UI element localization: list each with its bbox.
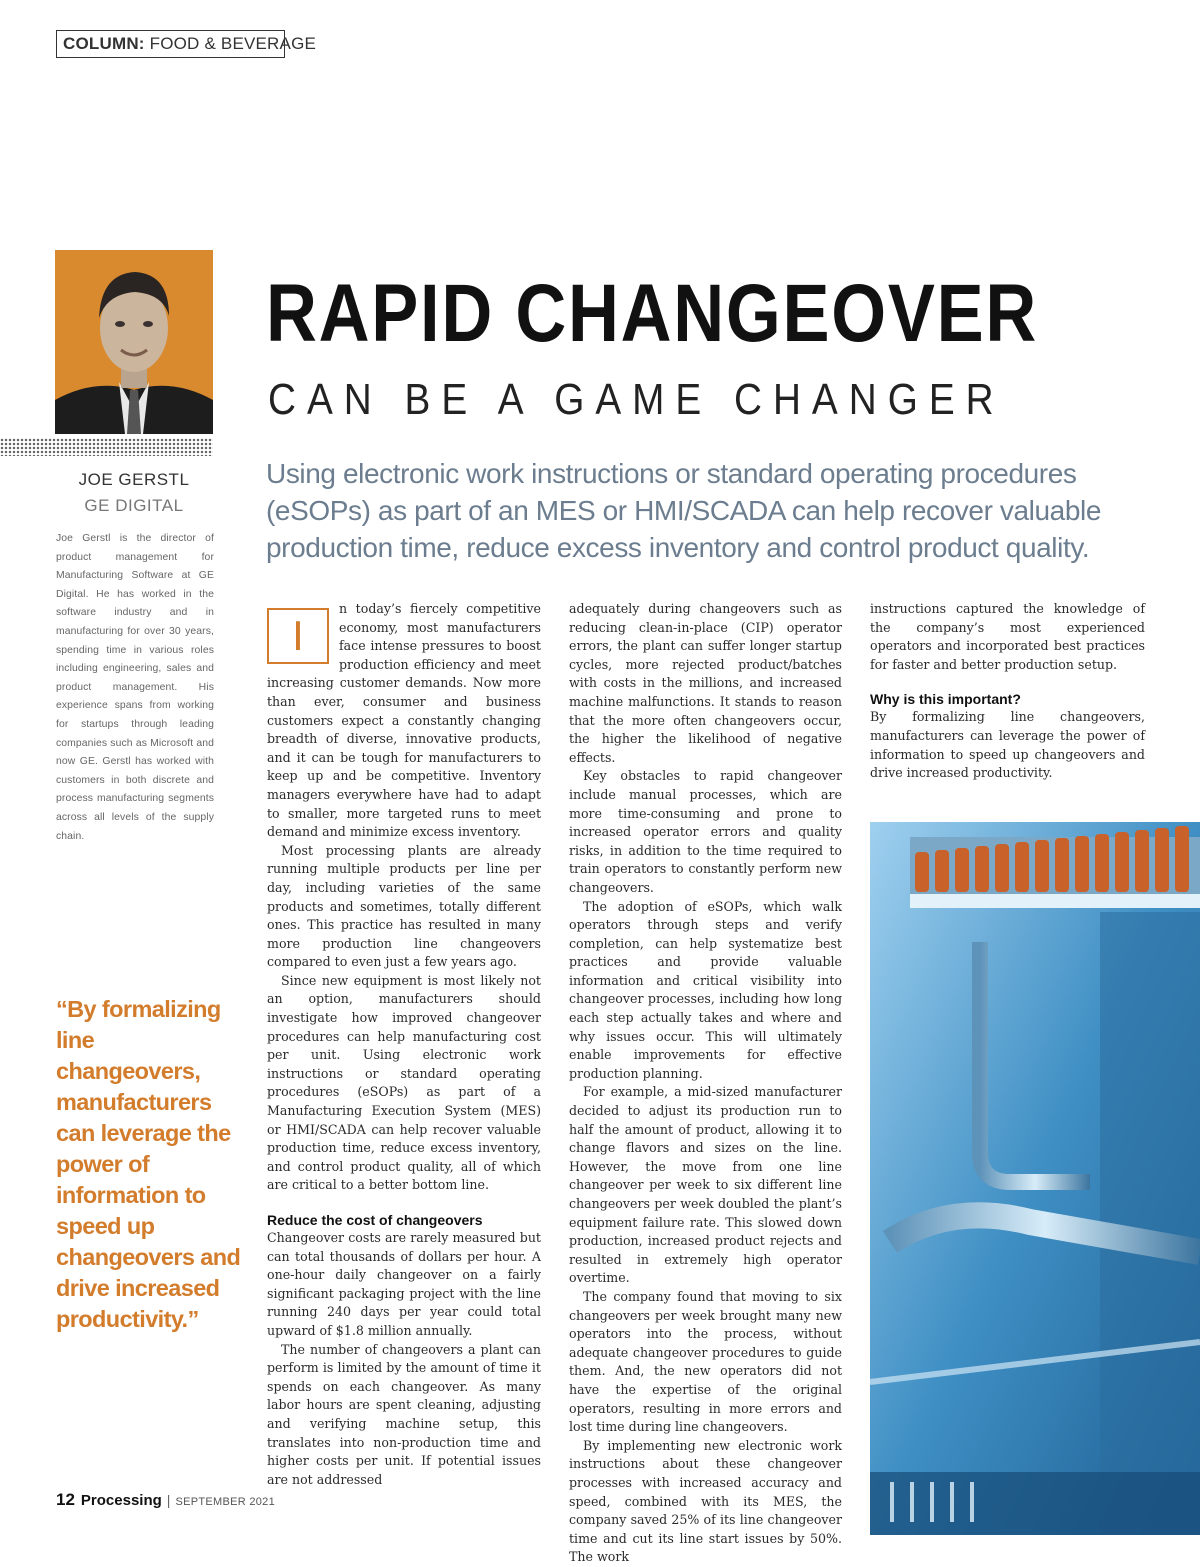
footer-separator: | (166, 1492, 171, 1508)
page-number: 12 (56, 1490, 75, 1509)
body-paragraph: Since new equipment is most likely not an option, manufacturers should investigate how improved changeover procedures can help manufacturing cost per unit. Using electronic work instructions or standard operating procedures (eSOPs) as part of a Manufacturing Execution System (MES) or HMI/SCADA can help recover valuable production time, reduce excess inventory, and control product quality, all of which are critical to a better bottom line. (267, 972, 541, 1193)
body-paragraph: Changeover costs are rarely measured but can total thousands of dollars per hour. A one-hour daily changeover on a fairly significant packaging project with the line running 240 days per year could total upward of $1.8 million annually. (267, 1230, 541, 1338)
drop-cap: I (267, 608, 329, 664)
body-paragraph: For example, a mid-sized manufacturer decided to adjust its production run to half the amount of product, allowing it to change flavors and sizes on the line. However, the move from one line changeover per week to six different line changeovers per week doubled the plant’s equipment failure rate. This slowed down production, increased product rejects and resulted in extremely high operator overtime. (569, 1084, 842, 1286)
author-photo (55, 250, 213, 434)
factory-photo (870, 822, 1200, 1535)
section-heading: Why is this important? (870, 691, 1021, 708)
author-company: GE DIGITAL (84, 496, 184, 515)
body-paragraph: The adoption of eSOPs, which walk operators through steps and verify completion, can help systematize best practices and provide valuable information and critical visibility into changeover processes, including how long each step actually takes and where and why issues occur. This will ultimately enable improvements for effective production planning. (569, 898, 842, 1081)
body-paragraph: By implementing new electronic work instructions about these changeover processes with increased accuracy and speed, combined with its MES, the company saved 25% of its line changeover time and cut its line start issues by 50%. The work (569, 1437, 842, 1565)
body-paragraph: n today’s fiercely competitive economy, most manufacturers face intense pressures to boost production efficiency and meet increasing customer demands. Now more than ever, consumer and business customers expect a constantly changing breadth of diverse, innovative products, and it can be tough for manufacturers to keep up and be competitive. Inventory managers everywhere have had to adapt to smaller, more targeted runs to meet demand and minimize excess inventory. (267, 601, 541, 840)
section-heading: Reduce the cost of changeovers (267, 1212, 483, 1228)
body-column-1 (267, 600, 541, 1489)
column-label: COLUMN: (63, 34, 145, 53)
body-column-2 (569, 600, 842, 1567)
magazine-name: Processing (80, 1492, 162, 1509)
column-tag (56, 30, 317, 58)
subhead: CAN BE A GAME CHANGER (268, 375, 1005, 424)
column-section: FOOD & BEVERAGE (149, 34, 317, 53)
body-paragraph: By formalizing line changeovers, manufacturers can leverage the power of information to speed up changeovers and drive increased productivity. (870, 709, 1145, 781)
page-footer (56, 1490, 275, 1510)
body-paragraph: instructions captured the knowledge of the company’s most experienced operators and incorporated best practices for faster and better production setup. (870, 601, 1145, 672)
headline: RAPID CHANGEOVER (266, 268, 1038, 359)
body-paragraph: adequately during changeovers such as reducing clean-in-place (CIP) operator errors, the plant can suffer longer startup cycles, more rejected product/batches with costs in the millions, and increased machine malfunctions. It stands to reason that the more often changeovers occur, the higher the likelihood of negative effects. (569, 601, 842, 765)
body-paragraph: The number of changeovers a plant can perform is limited by the amount of time it spends on each changeover. As many labor hours are spent cleaning, adjusting and verifying machine setup, this translates into non-production time and higher costs per unit. If potential issues are not addressed (267, 1341, 541, 1487)
pull-quote: “By formalizing line changeovers, manufacturers can leverage the power of information to speed up changeovers and drive increased productivity.” (56, 996, 241, 1332)
issue-date: SEPTEMBER 2021 (175, 1496, 276, 1508)
dotted-divider (0, 438, 213, 456)
deck: Using electronic work instructions or standard operating procedures (eSOPs) as part of an MES or HMI/SCADA can help recover valuable production time, reduce excess inventory and control product quality. (266, 458, 1101, 563)
author-name: JOE GERSTL (78, 470, 190, 489)
body-paragraph: Key obstacles to rapid changeover include manual processes, which are more time-consuming and prone to increased operator errors and quality risks, in addition to the time required to train operators to constantly perform new changeovers. (569, 768, 842, 895)
body-paragraph: Most processing plants are already running multiple products per line per day, including varieties of the same products and sometimes, totally different ones. This practice has resulted in many more production line changeovers compared to even just a few years ago. (267, 842, 541, 970)
body-column-3 (870, 600, 1145, 783)
body-paragraph: The company found that moving to six changeovers per week brought many new operators into the process, without adequate changeover procedures to guide them. And, the new operators did not have the expertise of the original operators, resulting in more errors and lost time during line changeovers. (569, 1288, 842, 1435)
author-bio: Joe Gerstl is the director of product management for Manufacturing Software at GE Digital. He has worked in the software industry and in manufacturing for over 30 years, spending time in various roles including engineering, sales and product management. His experience spans from working for startups through leading companies such as Microsoft and now GE. Gerstl has worked with customers in both discrete and process manufacturing segments across all levels of the supply chain. (56, 533, 214, 842)
